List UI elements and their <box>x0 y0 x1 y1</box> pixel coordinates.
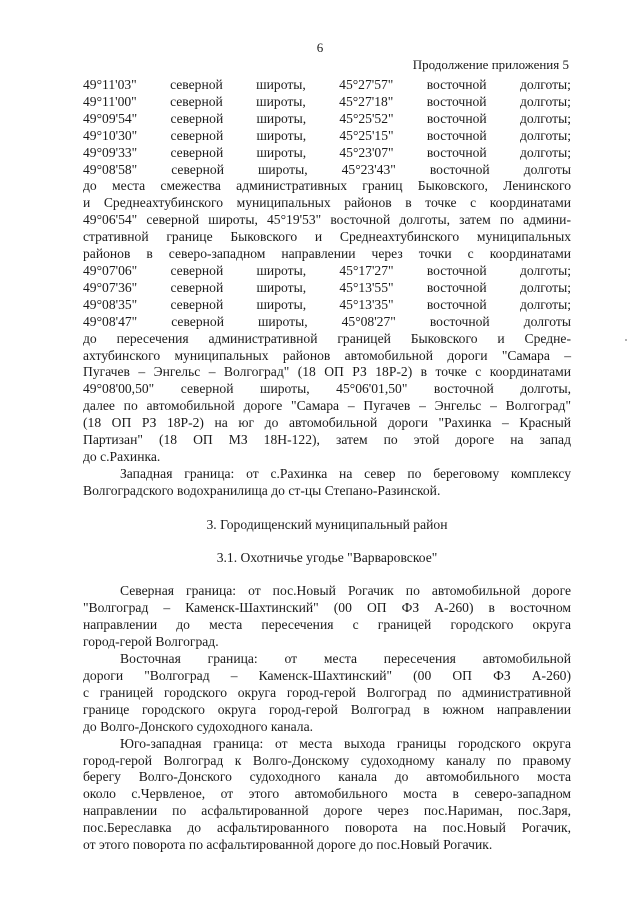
coordinate-row <box>83 280 571 297</box>
text-line: около с.Червленое, от этого автомобильного моста в северо-западном <box>83 786 571 802</box>
paragraph-north-border <box>83 583 571 651</box>
coordinate-cell: северной <box>170 296 224 312</box>
appendix-continuation-label: Продолжение приложения 5 <box>412 57 569 72</box>
coordinate-cell: широты, <box>256 279 307 295</box>
text-line: ахтубинского муниципальных районов автомобильной дороги "Самара – <box>83 347 571 363</box>
coordinate-cell: северной <box>170 279 224 295</box>
coordinate-cell: 45°17'27" <box>339 262 394 278</box>
coordinate-cell: 49°07'06" <box>83 262 138 278</box>
text-line: город-герой Волгоград. <box>83 634 219 650</box>
coordinate-cell: 49°08'58" <box>83 161 138 177</box>
document-body <box>83 77 571 854</box>
coordinate-cell: широты, <box>256 77 306 92</box>
coordinate-cell: долготы; <box>519 144 571 160</box>
coordinate-cell: 45°23'07" <box>339 144 394 160</box>
coordinate-cell: широты, <box>257 161 308 177</box>
coordinate-cell: северной <box>171 161 224 177</box>
coordinate-cell: 45°25'52" <box>339 110 394 126</box>
coordinate-cell: широты, <box>256 127 307 143</box>
coordinate-row <box>83 94 571 111</box>
coordinate-cell: северной <box>170 93 223 109</box>
text-line: 49°08'00,50" северной широты, 45°06'01,50" восточной долготы, <box>83 381 571 397</box>
coordinate-list-b <box>83 263 571 331</box>
text-line: направлении по асфальтированной дороге через пос.Нариман, пос.Заря, <box>83 803 571 819</box>
coordinate-row <box>83 297 571 314</box>
coordinate-cell: широты, <box>257 313 308 329</box>
coordinate-cell: 49°08'35" <box>83 296 138 312</box>
text-line: дороги "Волгоград – Каменск-Шахтинский" (00 ОП ФЗ А-260) <box>83 668 571 683</box>
coordinate-cell: 49°07'36" <box>83 279 138 295</box>
coordinate-cell: долготы; <box>519 127 571 143</box>
coordinate-cell: восточной <box>426 77 487 92</box>
text-line: Пугачев – Энгельс – Волгоград" (18 ОП РЗ 18Р-2) в точке с координатами <box>83 364 571 380</box>
coordinate-cell: долготы; <box>519 296 571 312</box>
coordinate-row <box>83 111 571 128</box>
text-line: границе городского округа город-герой Волгоград в южном направлении <box>83 701 571 717</box>
text-line: Юго-западная граница: от места выхода границы городского округа <box>120 735 571 751</box>
coordinate-cell: северной <box>170 262 224 278</box>
coordinate-cell: широты, <box>256 144 307 160</box>
coordinate-cell: 45°13'35" <box>339 296 394 312</box>
text-line: Партизан" (18 ОП МЗ 18Н-122), затем по этой дороге на запад <box>83 432 571 448</box>
text-line: до пересечения административной границей Быковского и Средне- <box>83 330 571 346</box>
text-line: районов в северо-западном направлении через точки с координатами <box>83 246 571 262</box>
text-line: и Среднеахтубинского муниципальных районов в точке с координатами <box>83 195 571 211</box>
text-line: город-герой Волгоград к Волго-Донскому судоходному каналу по правому <box>83 752 571 768</box>
coordinate-cell: 45°25'15" <box>339 127 394 143</box>
coordinate-list-a <box>83 77 571 178</box>
scan-speck <box>625 339 627 341</box>
text-line: пос.Береславка до асфальтированного поворота на пос.Новый Рогачик, <box>83 820 571 836</box>
coordinate-row <box>83 128 571 145</box>
text-line: до Волго-Донского судоходного канала. <box>83 718 314 734</box>
coordinate-cell: 45°23'43" <box>341 161 396 177</box>
coordinate-cell: широты, <box>256 110 307 126</box>
text-line: от этого поворота по асфальтированной дороге до пос.Новый Рогачик. <box>83 837 493 853</box>
coordinate-cell: долготы <box>523 161 571 177</box>
text-line: направлении до места пересечения с границей городского округа <box>83 617 571 633</box>
coordinate-cell: 45°27'18" <box>339 93 394 109</box>
page-number: 6 <box>316 40 324 55</box>
coordinate-cell: северной <box>170 110 224 126</box>
coordinate-cell: 45°13'55" <box>339 279 394 295</box>
coordinate-row <box>83 314 571 331</box>
coordinate-cell: северной <box>170 77 223 92</box>
text-line: далее по автомобильной дороге "Самара – Пугачев – Энгельс – Волгоград" <box>83 398 571 414</box>
text-line: (18 ОП РЗ 18Р-2) на юг до автомобильной дороги "Рахинка – Красный <box>83 415 571 431</box>
coordinate-cell: восточной <box>429 161 490 177</box>
coordinate-cell: восточной <box>426 127 487 143</box>
coordinate-cell: 45°08'27" <box>341 313 396 329</box>
coordinate-cell: долготы; <box>519 77 571 92</box>
coordinate-row <box>83 162 571 179</box>
text-line: 49°06'54" северной широты, 45°19'53" восточной долготы, затем по админи- <box>83 212 571 228</box>
coordinate-cell: долготы; <box>519 93 571 109</box>
subsection-title: 3.1. Охотничье угодье "Варваровское" <box>216 549 438 565</box>
coordinate-cell: восточной <box>426 110 487 126</box>
coordinate-cell: широты, <box>256 262 307 278</box>
coordinate-cell: долготы; <box>519 110 571 126</box>
text-line: Волгоградского водохранилища до ст-цы Степано-Разинской. <box>83 482 441 498</box>
coordinate-cell: северной <box>170 127 224 143</box>
coordinate-cell: восточной <box>426 262 487 278</box>
text-line: Западная граница: от с.Рахинка на север по береговому комплексу <box>120 465 571 481</box>
paragraph-east-border <box>83 651 571 736</box>
coordinate-cell: 49°08'47" <box>83 313 138 329</box>
coordinate-cell: северной <box>170 144 224 160</box>
coordinate-cell: широты, <box>256 93 306 109</box>
coordinate-cell: восточной <box>426 279 487 295</box>
coordinate-cell: широты, <box>256 296 307 312</box>
text-line: Северная граница: от пос.Новый Рогачик по автомобильной дороге <box>120 583 571 599</box>
coordinate-cell: восточной <box>426 144 487 160</box>
text-line: до с.Рахинка. <box>83 448 161 464</box>
coordinate-row <box>83 263 571 280</box>
coordinate-cell: восточной <box>426 93 487 109</box>
coordinate-cell: 49°11'03" <box>83 77 137 92</box>
paragraph-west-border <box>83 466 571 500</box>
coordinate-cell: 49°09'33" <box>83 144 138 160</box>
text-line: "Волгоград – Каменск-Шахтинский" (00 ОП ФЗ А-260) в восточном <box>83 600 571 616</box>
coordinate-cell: восточной <box>426 296 487 312</box>
text-line: с границей городского округа город-герой Волгоград по административной <box>83 684 571 700</box>
coordinate-cell: 49°10'30" <box>83 127 138 143</box>
paragraph-road-route <box>83 331 571 466</box>
coordinate-row <box>83 145 571 162</box>
text-line: стративной границе Быковского и Среднеахтубинского муниципальных <box>83 229 571 245</box>
coordinate-cell: 49°11'00" <box>83 93 137 109</box>
coordinate-cell: долготы; <box>519 262 571 278</box>
coordinate-cell: 45°27'57" <box>339 77 394 92</box>
coordinate-cell: восточной <box>429 313 490 329</box>
coordinate-cell: долготы <box>523 313 571 329</box>
coordinate-cell: долготы; <box>519 279 571 295</box>
coordinate-row <box>83 77 571 94</box>
coordinate-cell: 49°09'54" <box>83 110 138 126</box>
paragraph-southwest-border <box>83 736 571 854</box>
text-line: Восточная граница: от места пересечения автомобильной <box>120 651 571 667</box>
section-title: 3. Городищенский муниципальный район <box>206 516 448 532</box>
paragraph-border-continuation <box>83 178 571 263</box>
text-line: берегу Волго-Донского судоходного канала до автомобильного моста <box>83 769 571 785</box>
text-line: до места смежества административных границ Быковского, Ленинского <box>83 178 571 194</box>
coordinate-cell: северной <box>171 313 224 329</box>
